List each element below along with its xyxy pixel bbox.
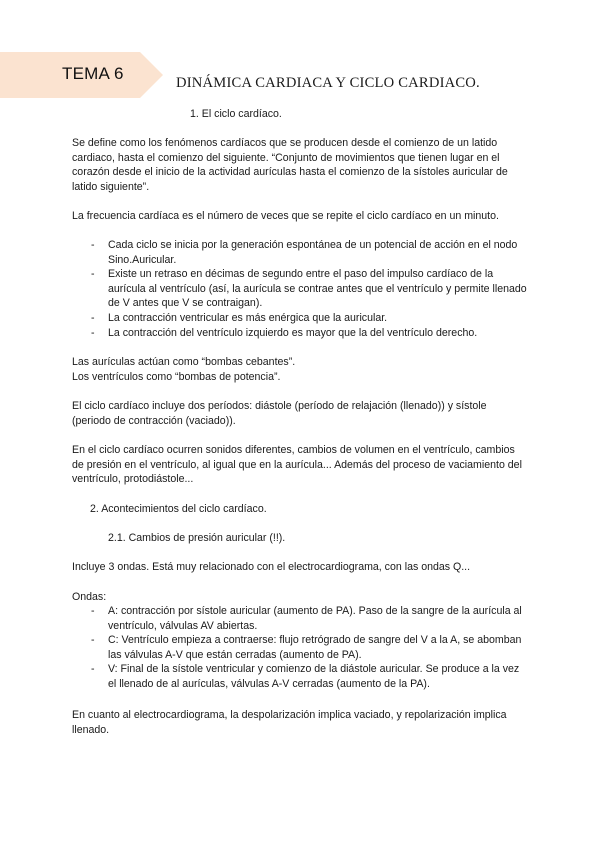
- paragraph-electrocardiograma: En cuanto al electrocardiograma, la despolarización implica vaciado, y repolarización implica llenado.: [72, 709, 507, 736]
- paragraph-frecuencia: La frecuencia cardíaca es el número de veces que se repite el ciclo cardíaco en un minuto.: [72, 210, 499, 222]
- list-item: La contracción ventricular es más enérgica que la auricular.: [108, 312, 388, 324]
- section-2-heading: 2. Acontecimientos del ciclo cardíaco.: [90, 503, 267, 515]
- list-item: Existe un retraso en décimas de segundo entre el paso del impulso cardíaco de la aurícula al ventrículo (así, la aurícula se contrae antes que el ventrículo y permite llenado de V antes que V se contraigan).: [108, 268, 527, 310]
- bullet-marker: -: [91, 239, 95, 251]
- document-title: DINÁMICA CARDIACA Y CICLO CARDIACO.: [176, 75, 480, 91]
- paragraph-sonidos: En el ciclo cardíaco ocurren sonidos diferentes, cambios de volumen en el ventrículo, cambios de presión en el ventrículo, al igual que en la aurícula... Además del proceso de vaciamiento del ventrículo, protodiástole...: [72, 444, 522, 486]
- subsection-2-1-heading: 2.1. Cambios de presión auricular (!!).: [108, 532, 286, 544]
- bullet-marker: -: [91, 312, 95, 324]
- list-item: V: Final de la sístole ventricular y comienzo de la diástole auricular. Se produce a la vez el llenado de al aurículas, válvulas A-V cerradas (aumento de la PA).: [108, 663, 520, 690]
- paragraph-ventriculos: Los ventrículos como “bombas de potencia”.: [72, 371, 281, 383]
- section-1-heading: 1. El ciclo cardíaco.: [190, 108, 282, 120]
- paragraph-ondas-intro: Incluye 3 ondas. Está muy relacionado con el electrocardiograma, con las ondas Q...: [72, 561, 471, 573]
- paragraph-definition: Se define como los fenómenos cardíacos que se producen desde el comienzo de un latido cardiaco, hasta el comienzo del siguiente. “Conjunto de movimientos que tienen lugar en el corazón desde el inicio de la actividad aurículas hasta el comienzo de la sístoles auricular de latido siguiente”.: [72, 137, 508, 193]
- bullet-marker: -: [91, 327, 95, 339]
- bullet-marker: -: [91, 268, 95, 280]
- ondas-label: Ondas:: [72, 591, 107, 603]
- paragraph-periodos: El ciclo cardíaco incluye dos períodos: diástole (período de relajación (llenado)) y sístole (periodo de contracción (vaciado)).: [72, 400, 487, 427]
- bullet-marker: -: [91, 605, 95, 617]
- list-item: C: Ventrículo empieza a contraerse: flujo retrógrado de sangre del V a la A, se abomban las válvulas A-V que están cerradas (aumento de PA).: [108, 634, 522, 661]
- paragraph-auriculas: Las aurículas actúan como “bombas cebantes”.: [72, 356, 296, 368]
- list-item: A: contracción por sístole auricular (aumento de PA). Paso de la sangre de la aurícula al ventrículo, válvulas AV abiertas.: [108, 605, 522, 632]
- tema-label: TEMA 6: [62, 64, 124, 83]
- list-item: La contracción del ventrículo izquierdo es mayor que la del ventrículo derecho.: [108, 327, 478, 339]
- list-item: Cada ciclo se inicia por la generación espontánea de un potencial de acción en el nodo Sino.Auricular.: [108, 239, 518, 266]
- bullet-marker: -: [91, 634, 95, 646]
- bullet-marker: -: [91, 663, 95, 675]
